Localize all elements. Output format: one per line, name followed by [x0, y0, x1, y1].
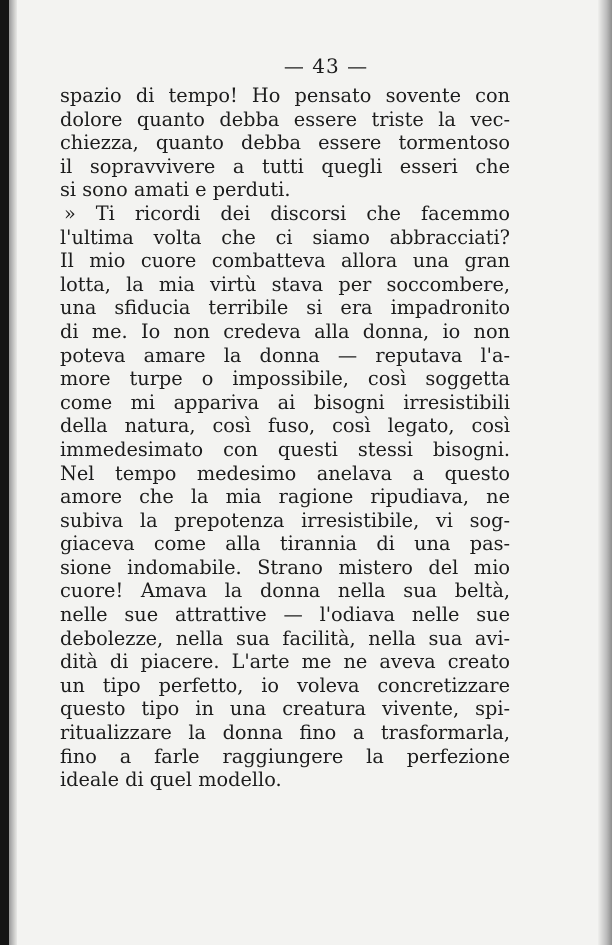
text-line: giaceva come alla tirannia di una pas-: [60, 532, 510, 556]
body-text: [60, 84, 510, 792]
text-line: Il mio cuore combatteva allora una gran: [60, 249, 510, 273]
text-line: poteva amare la donna — reputava l'a-: [60, 343, 510, 367]
text-line: un tipo perfetto, io voleva concretizzare: [60, 673, 510, 697]
text-line: subiva la prepotenza irresistibile, vi sog-: [60, 508, 510, 532]
text-line: spazio di tempo! Ho pensato sovente con: [60, 84, 510, 107]
text-line: immedesimato con questi stessi bisogni.: [60, 437, 510, 461]
text-line: nelle sue attrattive — l'odiava nelle sue: [60, 603, 510, 627]
page-right-edge: [598, 0, 612, 945]
text-line: » Ti ricordi dei discorsi che facemmo: [64, 201, 510, 225]
text-line: dolore quanto debba essere triste la vec-: [60, 107, 510, 131]
text-line: l'ultima volta che ci siamo abbracciati?: [60, 225, 510, 249]
text-line: cuore! Amava la donna nella sua beltà,: [60, 579, 510, 603]
text-line: Nel tempo medesimo anelava a questo: [60, 461, 510, 485]
text-line: debolezze, nella sua facilità, nella sua avi-: [60, 626, 510, 650]
text-line: fino a farle raggiungere la perfezione: [60, 744, 510, 768]
text-line: lotta, la mia virtù stava per soccombere,: [60, 272, 510, 296]
page-number: — 43 —: [283, 54, 369, 78]
text-line: si sono amati e perduti.: [60, 178, 291, 202]
text-line: more turpe o impossibile, così soggetta: [60, 367, 510, 391]
text-line: ideale di quel modello.: [60, 768, 282, 792]
text-line: dità di piacere. L'arte me ne aveva creato: [60, 650, 510, 674]
page-binding-shadow: [0, 0, 9, 945]
text-line: amore che la mia ragione ripudiava, ne: [60, 485, 510, 509]
text-line: della natura, così fuso, così legato, così: [60, 414, 510, 438]
text-line: ritualizzare la donna fino a trasformarla,: [60, 721, 510, 745]
text-line: chiezza, quanto debba essere tormentoso: [60, 131, 510, 155]
text-line: sione indomabile. Strano mistero del mio: [60, 555, 510, 579]
text-line: questo tipo in una creatura vivente, spi-: [60, 697, 510, 721]
text-line: il sopravvivere a tutti quegli esseri che: [60, 154, 510, 178]
text-line: come mi appariva ai bisogni irresistibili: [60, 390, 510, 414]
page-gutter-shade: [9, 0, 17, 945]
text-line: una sfiducia terribile si era impadronito: [60, 296, 510, 320]
text-line: di me. Io non credeva alla donna, io non: [60, 319, 510, 343]
